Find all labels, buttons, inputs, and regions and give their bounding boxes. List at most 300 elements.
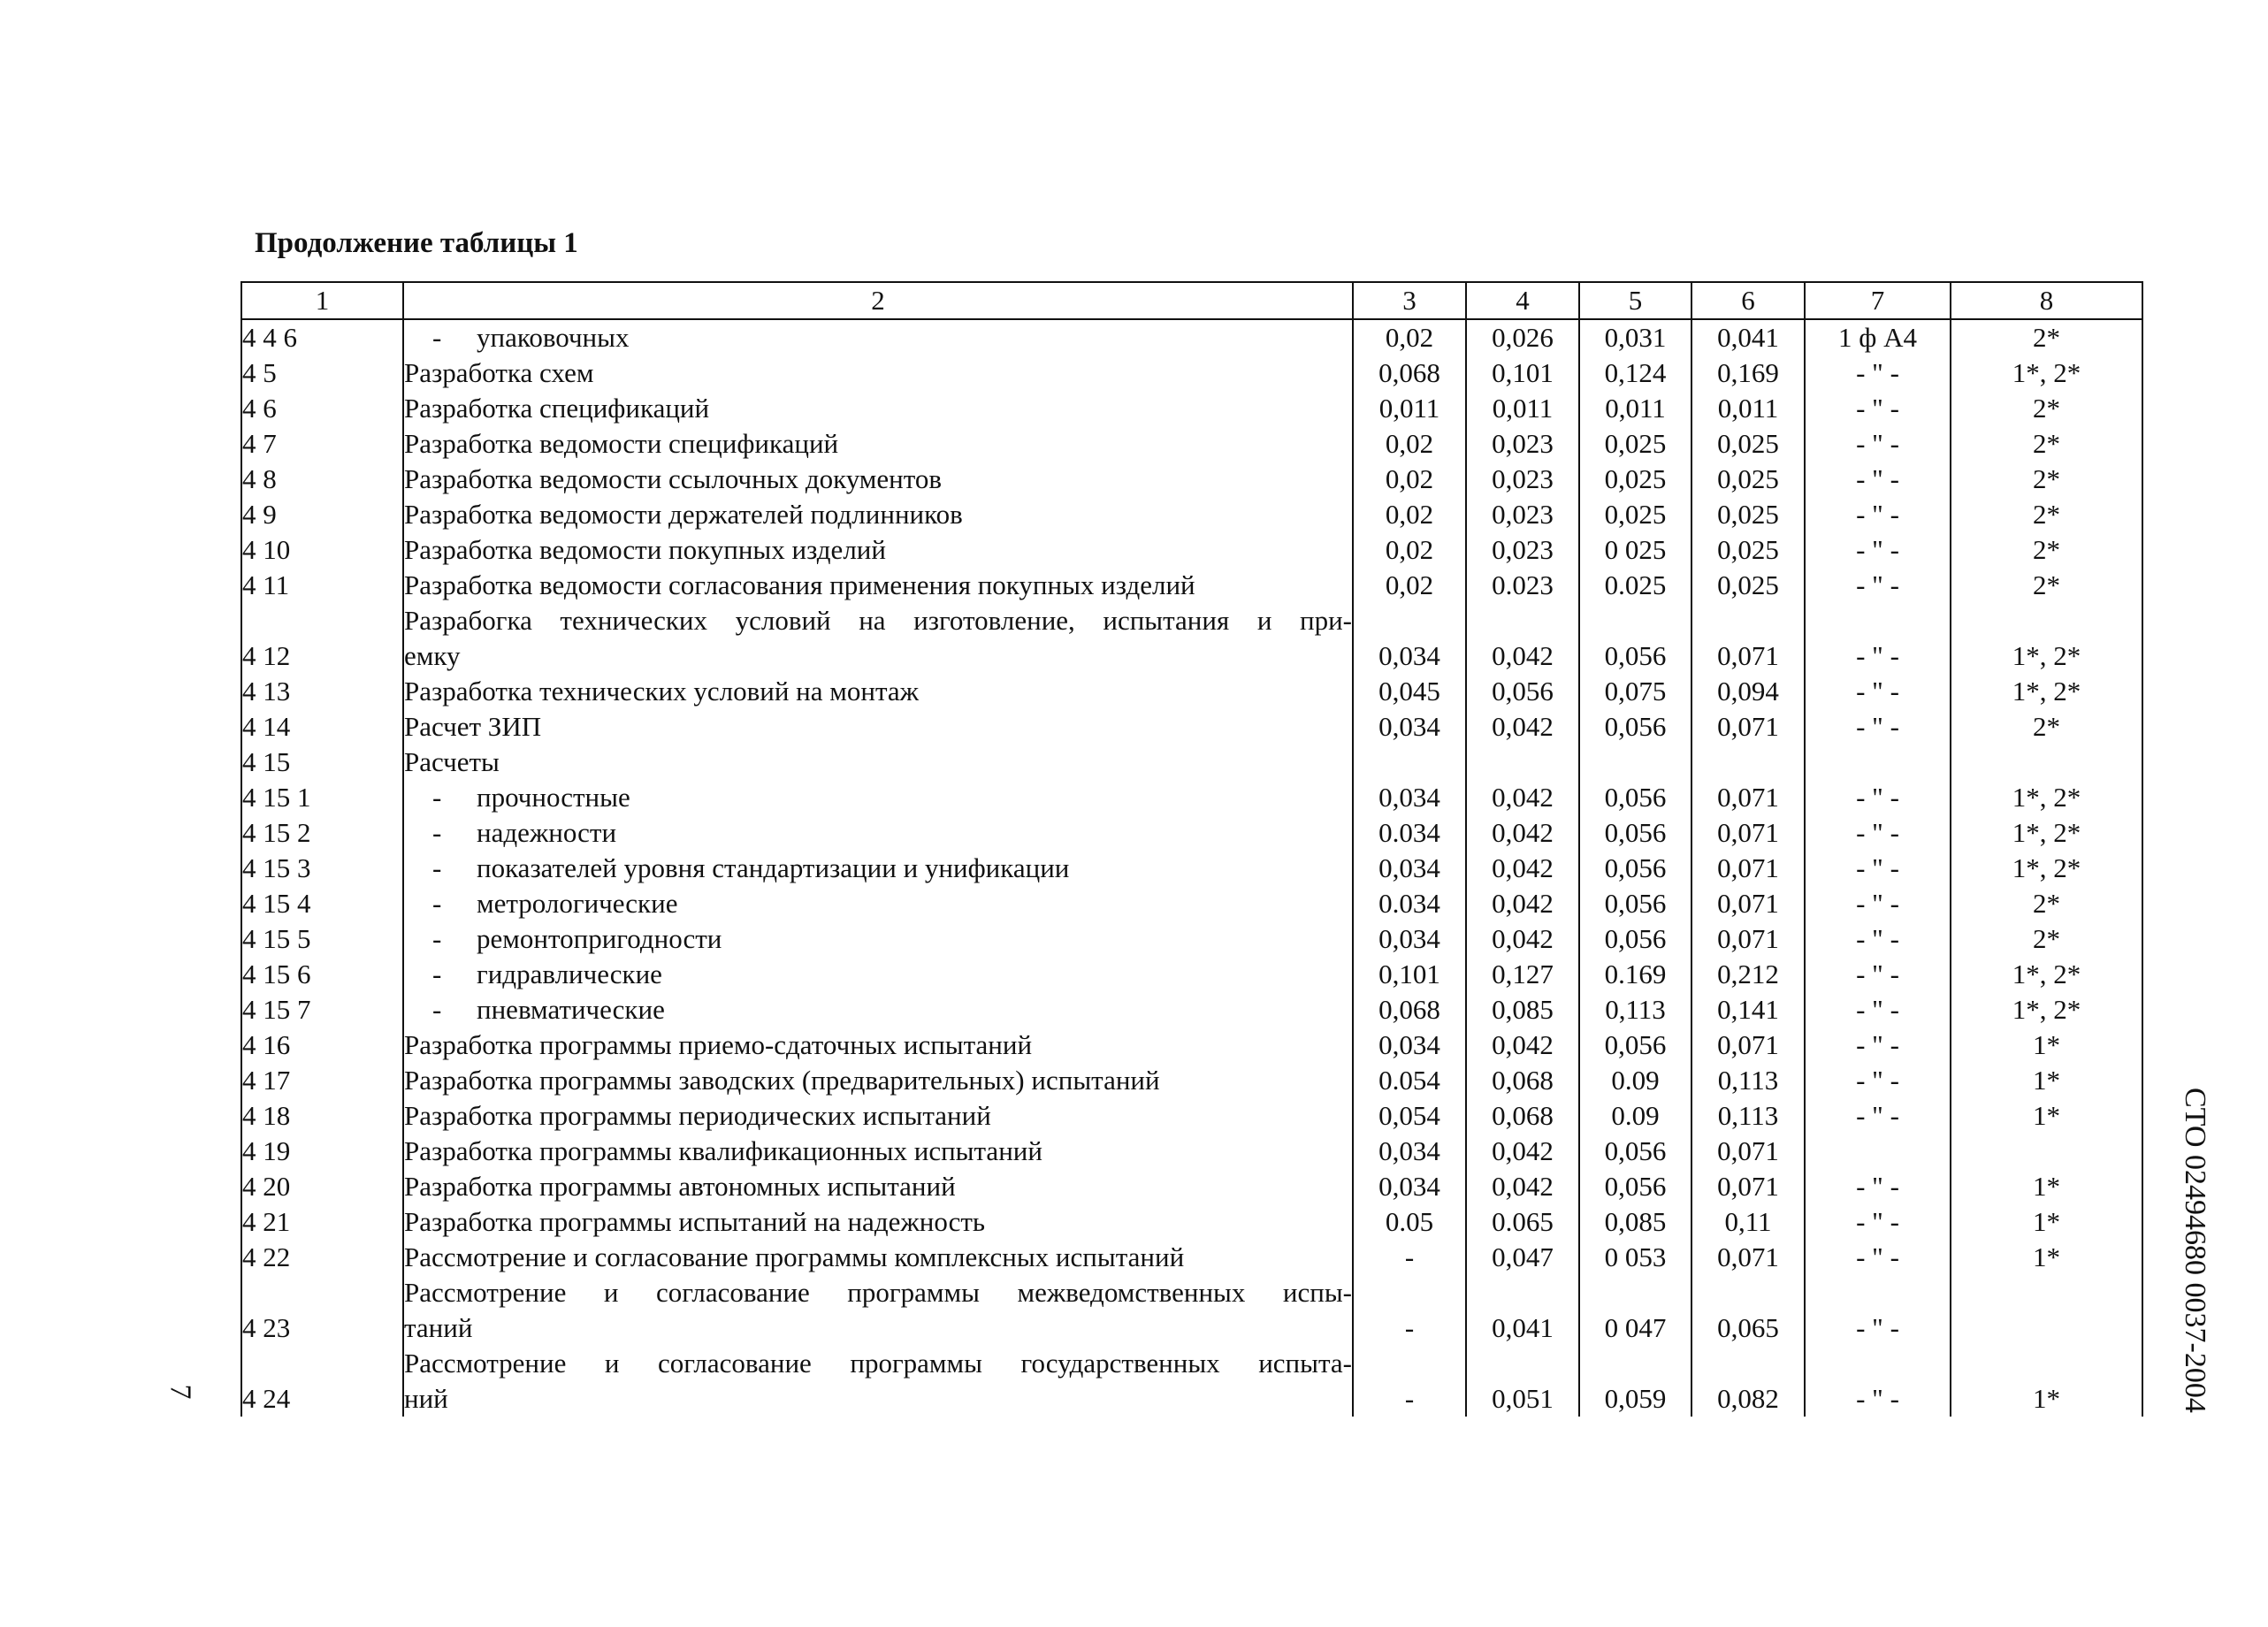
format-col-7 [1805, 1134, 1951, 1169]
format-col-7: - " - [1805, 426, 1951, 462]
row-description [403, 391, 1353, 426]
note-col-8: 2* [1951, 462, 2142, 497]
value-col-4: 0,023 [1466, 462, 1579, 497]
document-code: СТО 02494680 0037-2004 [2179, 1088, 2211, 1413]
description-line: Разработка ведомости спецификаций [404, 428, 839, 459]
description-line: емку [404, 640, 461, 671]
table-row [241, 1098, 2142, 1134]
row-number: 4 21 [241, 1204, 403, 1240]
value-col-6: 0,071 [1691, 921, 1805, 957]
description-line: Разработка программы испытаний на надежность [404, 1206, 986, 1237]
value-col-5: 0 047 [1579, 1275, 1691, 1346]
table-row [241, 957, 2142, 992]
format-col-7: - " - [1805, 568, 1951, 603]
value-col-6: 0,071 [1691, 1027, 1805, 1063]
row-number: 4 15 1 [241, 780, 403, 815]
sub-item-label: ремонтопригодности [477, 923, 722, 954]
note-col-8: 2* [1951, 391, 2142, 426]
note-col-8: 1* [1951, 1063, 2142, 1098]
sub-item-text [404, 921, 1352, 957]
sub-item-text [404, 992, 1352, 1027]
list-dash: - [432, 852, 442, 883]
format-col-7: - " - [1805, 851, 1951, 886]
value-col-3: 0,034 [1353, 780, 1466, 815]
row-description [403, 1204, 1353, 1240]
value-col-4: 0,068 [1466, 1063, 1579, 1098]
description-line: Разработка схем [404, 357, 594, 388]
sub-item-text [404, 815, 1352, 851]
format-col-7: - " - [1805, 815, 1951, 851]
sub-item-text [404, 957, 1352, 992]
format-col-7 [1805, 745, 1951, 780]
value-col-6: 0,212 [1691, 957, 1805, 992]
table-row [241, 1346, 2142, 1417]
sub-item-text [404, 886, 1352, 921]
header-cell-8: 8 [1951, 282, 2142, 319]
value-col-4: 0,042 [1466, 709, 1579, 745]
value-col-3: 0.034 [1353, 886, 1466, 921]
note-col-8: 1* [1951, 1098, 2142, 1134]
list-dash: - [432, 322, 442, 353]
value-col-4: 0,068 [1466, 1098, 1579, 1134]
table-row [241, 745, 2142, 780]
value-col-3: 0,068 [1353, 992, 1466, 1027]
note-col-8: 2* [1951, 532, 2142, 568]
value-col-5: 0.025 [1579, 568, 1691, 603]
header-cell-7: 7 [1805, 282, 1951, 319]
row-number: 4 15 4 [241, 886, 403, 921]
row-number: 4 17 [241, 1063, 403, 1098]
row-number: 4 4 6 [241, 319, 403, 355]
row-number: 4 15 5 [241, 921, 403, 957]
row-description [403, 992, 1353, 1027]
value-col-6: 0,011 [1691, 391, 1805, 426]
row-number: 4 6 [241, 391, 403, 426]
value-col-5: 0,124 [1579, 355, 1691, 391]
row-description [403, 532, 1353, 568]
note-col-8: 1*, 2* [1951, 851, 2142, 886]
value-col-5: 0,025 [1579, 462, 1691, 497]
table-row [241, 1134, 2142, 1169]
format-col-7: - " - [1805, 1027, 1951, 1063]
table-row [241, 780, 2142, 815]
row-number: 4 19 [241, 1134, 403, 1169]
value-col-6: 0,071 [1691, 603, 1805, 674]
table-row [241, 462, 2142, 497]
value-col-3: 0,034 [1353, 921, 1466, 957]
description-line: Разработка программы периодических испытаний [404, 1100, 991, 1131]
description-line: Разработка программы автономных испытаний [404, 1171, 956, 1202]
sub-item-label: упаковочных [477, 322, 630, 353]
sub-item-text [404, 780, 1352, 815]
row-number: 4 8 [241, 462, 403, 497]
row-description [403, 1027, 1353, 1063]
table-row [241, 355, 2142, 391]
value-col-6: 0,025 [1691, 497, 1805, 532]
note-col-8 [1951, 1134, 2142, 1169]
row-description [403, 886, 1353, 921]
sub-item-text [404, 851, 1352, 886]
table-row [241, 1063, 2142, 1098]
value-col-3: 0,034 [1353, 851, 1466, 886]
row-description [403, 1134, 1353, 1169]
value-col-5: 0,056 [1579, 780, 1691, 815]
value-col-3: 0,101 [1353, 957, 1466, 992]
table-row [241, 992, 2142, 1027]
description-line: Разработка программы заводских (предварительных) испытаний [404, 1065, 1160, 1096]
row-description [403, 568, 1353, 603]
header-cell-4: 4 [1466, 282, 1579, 319]
value-col-6: 0,071 [1691, 886, 1805, 921]
row-description [403, 1346, 1353, 1417]
table-row [241, 426, 2142, 462]
description-line: Расчет ЗИП [404, 711, 542, 742]
note-col-8: 2* [1951, 426, 2142, 462]
row-number: 4 10 [241, 532, 403, 568]
note-col-8: 1* [1951, 1027, 2142, 1063]
note-col-8: 1* [1951, 1169, 2142, 1204]
value-col-3: 0,045 [1353, 674, 1466, 709]
format-col-7: - " - [1805, 1204, 1951, 1240]
value-col-6: 0,025 [1691, 426, 1805, 462]
sub-item-label: пневматические [477, 994, 665, 1025]
value-col-6: 0,141 [1691, 992, 1805, 1027]
table-row [241, 603, 2142, 674]
value-col-5: 0,056 [1579, 851, 1691, 886]
row-number: 4 15 7 [241, 992, 403, 1027]
note-col-8: 2* [1951, 921, 2142, 957]
row-description [403, 709, 1353, 745]
list-dash: - [432, 994, 442, 1025]
value-col-5: 0,011 [1579, 391, 1691, 426]
description-line: Разрабогка технических условий на изготовление, испытания и при- [404, 605, 1352, 636]
value-col-3: 0,034 [1353, 709, 1466, 745]
row-number: 4 7 [241, 426, 403, 462]
format-col-7: - " - [1805, 674, 1951, 709]
data-table [241, 281, 2143, 1417]
sub-item-text [404, 320, 1352, 355]
value-col-3: 0,02 [1353, 426, 1466, 462]
note-col-8: 1*, 2* [1951, 992, 2142, 1027]
note-col-8: 1*, 2* [1951, 603, 2142, 674]
description-line: Рассмотрение и согласование программы межведомственных испы- [404, 1277, 1352, 1308]
row-description [403, 815, 1353, 851]
value-col-6: 0,113 [1691, 1063, 1805, 1098]
value-col-6: 0,025 [1691, 568, 1805, 603]
value-col-4: 0,047 [1466, 1240, 1579, 1275]
row-description [403, 1098, 1353, 1134]
value-col-6: 0,071 [1691, 780, 1805, 815]
value-col-3: 0,02 [1353, 532, 1466, 568]
value-col-3: 0,02 [1353, 568, 1466, 603]
value-col-4: 0,042 [1466, 603, 1579, 674]
value-col-6: 0,071 [1691, 1134, 1805, 1169]
value-col-4: 0,042 [1466, 921, 1579, 957]
row-description [403, 851, 1353, 886]
format-col-7: - " - [1805, 1098, 1951, 1134]
value-col-4: 0,042 [1466, 886, 1579, 921]
row-number: 4 14 [241, 709, 403, 745]
value-col-4: 0,023 [1466, 497, 1579, 532]
row-description [403, 780, 1353, 815]
format-col-7: - " - [1805, 886, 1951, 921]
row-number: 4 13 [241, 674, 403, 709]
row-description [403, 355, 1353, 391]
row-number: 4 24 [241, 1346, 403, 1417]
description-line: Разработка ведомости держателей подлинников [404, 499, 963, 530]
format-col-7: - " - [1805, 462, 1951, 497]
value-col-6 [1691, 745, 1805, 780]
row-description [403, 462, 1353, 497]
header-cell-3: 3 [1353, 282, 1466, 319]
table-row [241, 1169, 2142, 1204]
value-col-3: 0,054 [1353, 1098, 1466, 1134]
note-col-8: 1* [1951, 1240, 2142, 1275]
value-col-4: 0,042 [1466, 851, 1579, 886]
value-col-6: 0,071 [1691, 1240, 1805, 1275]
table-row [241, 709, 2142, 745]
format-col-7: - " - [1805, 709, 1951, 745]
row-number: 4 11 [241, 568, 403, 603]
value-col-6: 0,041 [1691, 319, 1805, 355]
value-col-4: 0,101 [1466, 355, 1579, 391]
value-col-6: 0,094 [1691, 674, 1805, 709]
description-line: Расчеты [404, 746, 500, 777]
row-number: 4 22 [241, 1240, 403, 1275]
row-number: 4 5 [241, 355, 403, 391]
table-row [241, 391, 2142, 426]
value-col-4: 0,023 [1466, 426, 1579, 462]
description-line: Разработка технических условий на монтаж [404, 676, 920, 707]
value-col-5: 0,056 [1579, 815, 1691, 851]
table-row [241, 851, 2142, 886]
list-dash: - [432, 888, 442, 919]
header-row [241, 282, 2142, 319]
format-col-7: - " - [1805, 532, 1951, 568]
value-col-5: 0,056 [1579, 603, 1691, 674]
value-col-4: 0,042 [1466, 780, 1579, 815]
value-col-6: 0,071 [1691, 1169, 1805, 1204]
note-col-8: 1*, 2* [1951, 957, 2142, 992]
value-col-5: 0,056 [1579, 1027, 1691, 1063]
value-col-6: 0,065 [1691, 1275, 1805, 1346]
row-number: 4 9 [241, 497, 403, 532]
format-col-7: - " - [1805, 603, 1951, 674]
row-description [403, 674, 1353, 709]
description-line: ний [404, 1383, 448, 1414]
value-col-6: 0,025 [1691, 532, 1805, 568]
value-col-3: 0,034 [1353, 1169, 1466, 1204]
value-col-4: 0,127 [1466, 957, 1579, 992]
format-col-7: - " - [1805, 1346, 1951, 1417]
note-col-8: 1*, 2* [1951, 780, 2142, 815]
note-col-8: 1* [1951, 1346, 2142, 1417]
value-col-4: 0,042 [1466, 815, 1579, 851]
sub-item-label: метрологические [477, 888, 678, 919]
value-col-6: 0,071 [1691, 851, 1805, 886]
description-line: Разработка ведомости ссылочных документов [404, 463, 943, 494]
value-col-3: 0,034 [1353, 603, 1466, 674]
row-description [403, 426, 1353, 462]
row-description [403, 1240, 1353, 1275]
value-col-4: 0,042 [1466, 1134, 1579, 1169]
value-col-3: 0,034 [1353, 1027, 1466, 1063]
row-number: 4 18 [241, 1098, 403, 1134]
table-row [241, 1027, 2142, 1063]
note-col-8: 2* [1951, 497, 2142, 532]
list-dash: - [432, 959, 442, 989]
value-col-5: 0.09 [1579, 1098, 1691, 1134]
value-col-4 [1466, 745, 1579, 780]
value-col-4: 0.065 [1466, 1204, 1579, 1240]
note-col-8: 2* [1951, 568, 2142, 603]
table-row [241, 674, 2142, 709]
value-col-4: 0,051 [1466, 1346, 1579, 1417]
format-col-7: - " - [1805, 1240, 1951, 1275]
table-row [241, 532, 2142, 568]
sub-item-label: гидравлические [477, 959, 662, 989]
table-caption: Продолжение таблицы 1 [255, 227, 578, 259]
value-col-6: 0,169 [1691, 355, 1805, 391]
value-col-4: 0.023 [1466, 568, 1579, 603]
value-col-3: 0,02 [1353, 462, 1466, 497]
value-col-4: 0,085 [1466, 992, 1579, 1027]
row-description [403, 497, 1353, 532]
value-col-3: 0,02 [1353, 319, 1466, 355]
row-description [403, 921, 1353, 957]
value-col-3 [1353, 745, 1466, 780]
format-col-7: - " - [1805, 497, 1951, 532]
sub-item-label: показателей уровня стандартизации и унификации [477, 852, 1070, 883]
value-col-5: 0,025 [1579, 497, 1691, 532]
value-col-3: 0.054 [1353, 1063, 1466, 1098]
table-row [241, 815, 2142, 851]
table-row [241, 1240, 2142, 1275]
value-col-5 [1579, 745, 1691, 780]
table-row [241, 921, 2142, 957]
table-row [241, 886, 2142, 921]
header-cell-6: 6 [1691, 282, 1805, 319]
value-col-5: 0,056 [1579, 1169, 1691, 1204]
format-col-7: - " - [1805, 921, 1951, 957]
row-number: 4 15 3 [241, 851, 403, 886]
description-line: Разработка спецификаций [404, 393, 710, 424]
value-col-5: 0.169 [1579, 957, 1691, 992]
value-col-5: 0,056 [1579, 1134, 1691, 1169]
row-number: 4 16 [241, 1027, 403, 1063]
note-col-8: 2* [1951, 709, 2142, 745]
value-col-4: 0,011 [1466, 391, 1579, 426]
value-col-3: 0.05 [1353, 1204, 1466, 1240]
value-col-6: 0,11 [1691, 1204, 1805, 1240]
description-line: Разработка ведомости покупных изделий [404, 534, 886, 565]
description-line: Разработка программы квалификационных испытаний [404, 1135, 1042, 1166]
row-number: 4 15 6 [241, 957, 403, 992]
value-col-6: 0,071 [1691, 709, 1805, 745]
value-col-3: - [1353, 1275, 1466, 1346]
note-col-8: 2* [1951, 886, 2142, 921]
value-col-6: 0,025 [1691, 462, 1805, 497]
row-number: 4 12 [241, 603, 403, 674]
value-col-4: 0,041 [1466, 1275, 1579, 1346]
value-col-6: 0,071 [1691, 815, 1805, 851]
row-description [403, 957, 1353, 992]
value-col-5: 0 025 [1579, 532, 1691, 568]
description-line: Разработка программы приемо-сдаточных испытаний [404, 1029, 1033, 1060]
description-line: Рассмотрение и согласование программы комплексных испытаний [404, 1241, 1185, 1272]
value-col-3: 0,02 [1353, 497, 1466, 532]
note-col-8 [1951, 1275, 2142, 1346]
format-col-7: - " - [1805, 957, 1951, 992]
list-dash: - [432, 817, 442, 848]
table-row [241, 319, 2142, 355]
row-description [403, 1169, 1353, 1204]
format-col-7: 1 ф А4 [1805, 319, 1951, 355]
value-col-5: 0.09 [1579, 1063, 1691, 1098]
value-col-5: 0,031 [1579, 319, 1691, 355]
description-line: Разработка ведомости согласования применения покупных изделий [404, 569, 1195, 600]
value-col-5: 0,075 [1579, 674, 1691, 709]
table-body [241, 319, 2142, 1417]
value-col-3: 0.034 [1353, 815, 1466, 851]
value-col-6: 0,113 [1691, 1098, 1805, 1134]
format-col-7: - " - [1805, 1169, 1951, 1204]
value-col-3: 0,034 [1353, 1134, 1466, 1169]
row-description [403, 603, 1353, 674]
value-col-5: 0,056 [1579, 886, 1691, 921]
sub-item-label: надежности [477, 817, 617, 848]
value-col-5: 0,113 [1579, 992, 1691, 1027]
format-col-7: - " - [1805, 780, 1951, 815]
header-cell-1: 1 [241, 282, 403, 319]
description-line: таний [404, 1312, 473, 1343]
format-col-7: - " - [1805, 1063, 1951, 1098]
header-cell-2: 2 [403, 282, 1353, 319]
value-col-3: - [1353, 1346, 1466, 1417]
value-col-3: 0,068 [1353, 355, 1466, 391]
value-col-6: 0,082 [1691, 1346, 1805, 1417]
list-dash: - [432, 923, 442, 954]
value-col-4: 0,042 [1466, 1027, 1579, 1063]
row-number: 4 15 2 [241, 815, 403, 851]
note-col-8: 1*, 2* [1951, 815, 2142, 851]
list-dash: - [432, 782, 442, 813]
description-line: Рассмотрение и согласование программы государственных испыта- [404, 1348, 1352, 1379]
row-number: 4 15 [241, 745, 403, 780]
row-number: 4 20 [241, 1169, 403, 1204]
table-row [241, 497, 2142, 532]
value-col-3: - [1353, 1240, 1466, 1275]
format-col-7: - " - [1805, 1275, 1951, 1346]
row-description [403, 745, 1353, 780]
table-row [241, 1275, 2142, 1346]
sub-item-label: прочностные [477, 782, 630, 813]
value-col-4: 0,056 [1466, 674, 1579, 709]
page-number: 7 [164, 1384, 197, 1400]
value-col-5: 0,059 [1579, 1346, 1691, 1417]
note-col-8: 1*, 2* [1951, 355, 2142, 391]
value-col-5: 0,056 [1579, 921, 1691, 957]
value-col-5: 0 053 [1579, 1240, 1691, 1275]
row-number: 4 23 [241, 1275, 403, 1346]
row-description [403, 1063, 1353, 1098]
note-col-8: 1* [1951, 1204, 2142, 1240]
format-col-7: - " - [1805, 992, 1951, 1027]
row-description [403, 319, 1353, 355]
value-col-5: 0,056 [1579, 709, 1691, 745]
note-col-8 [1951, 745, 2142, 780]
value-col-4: 0,042 [1466, 1169, 1579, 1204]
